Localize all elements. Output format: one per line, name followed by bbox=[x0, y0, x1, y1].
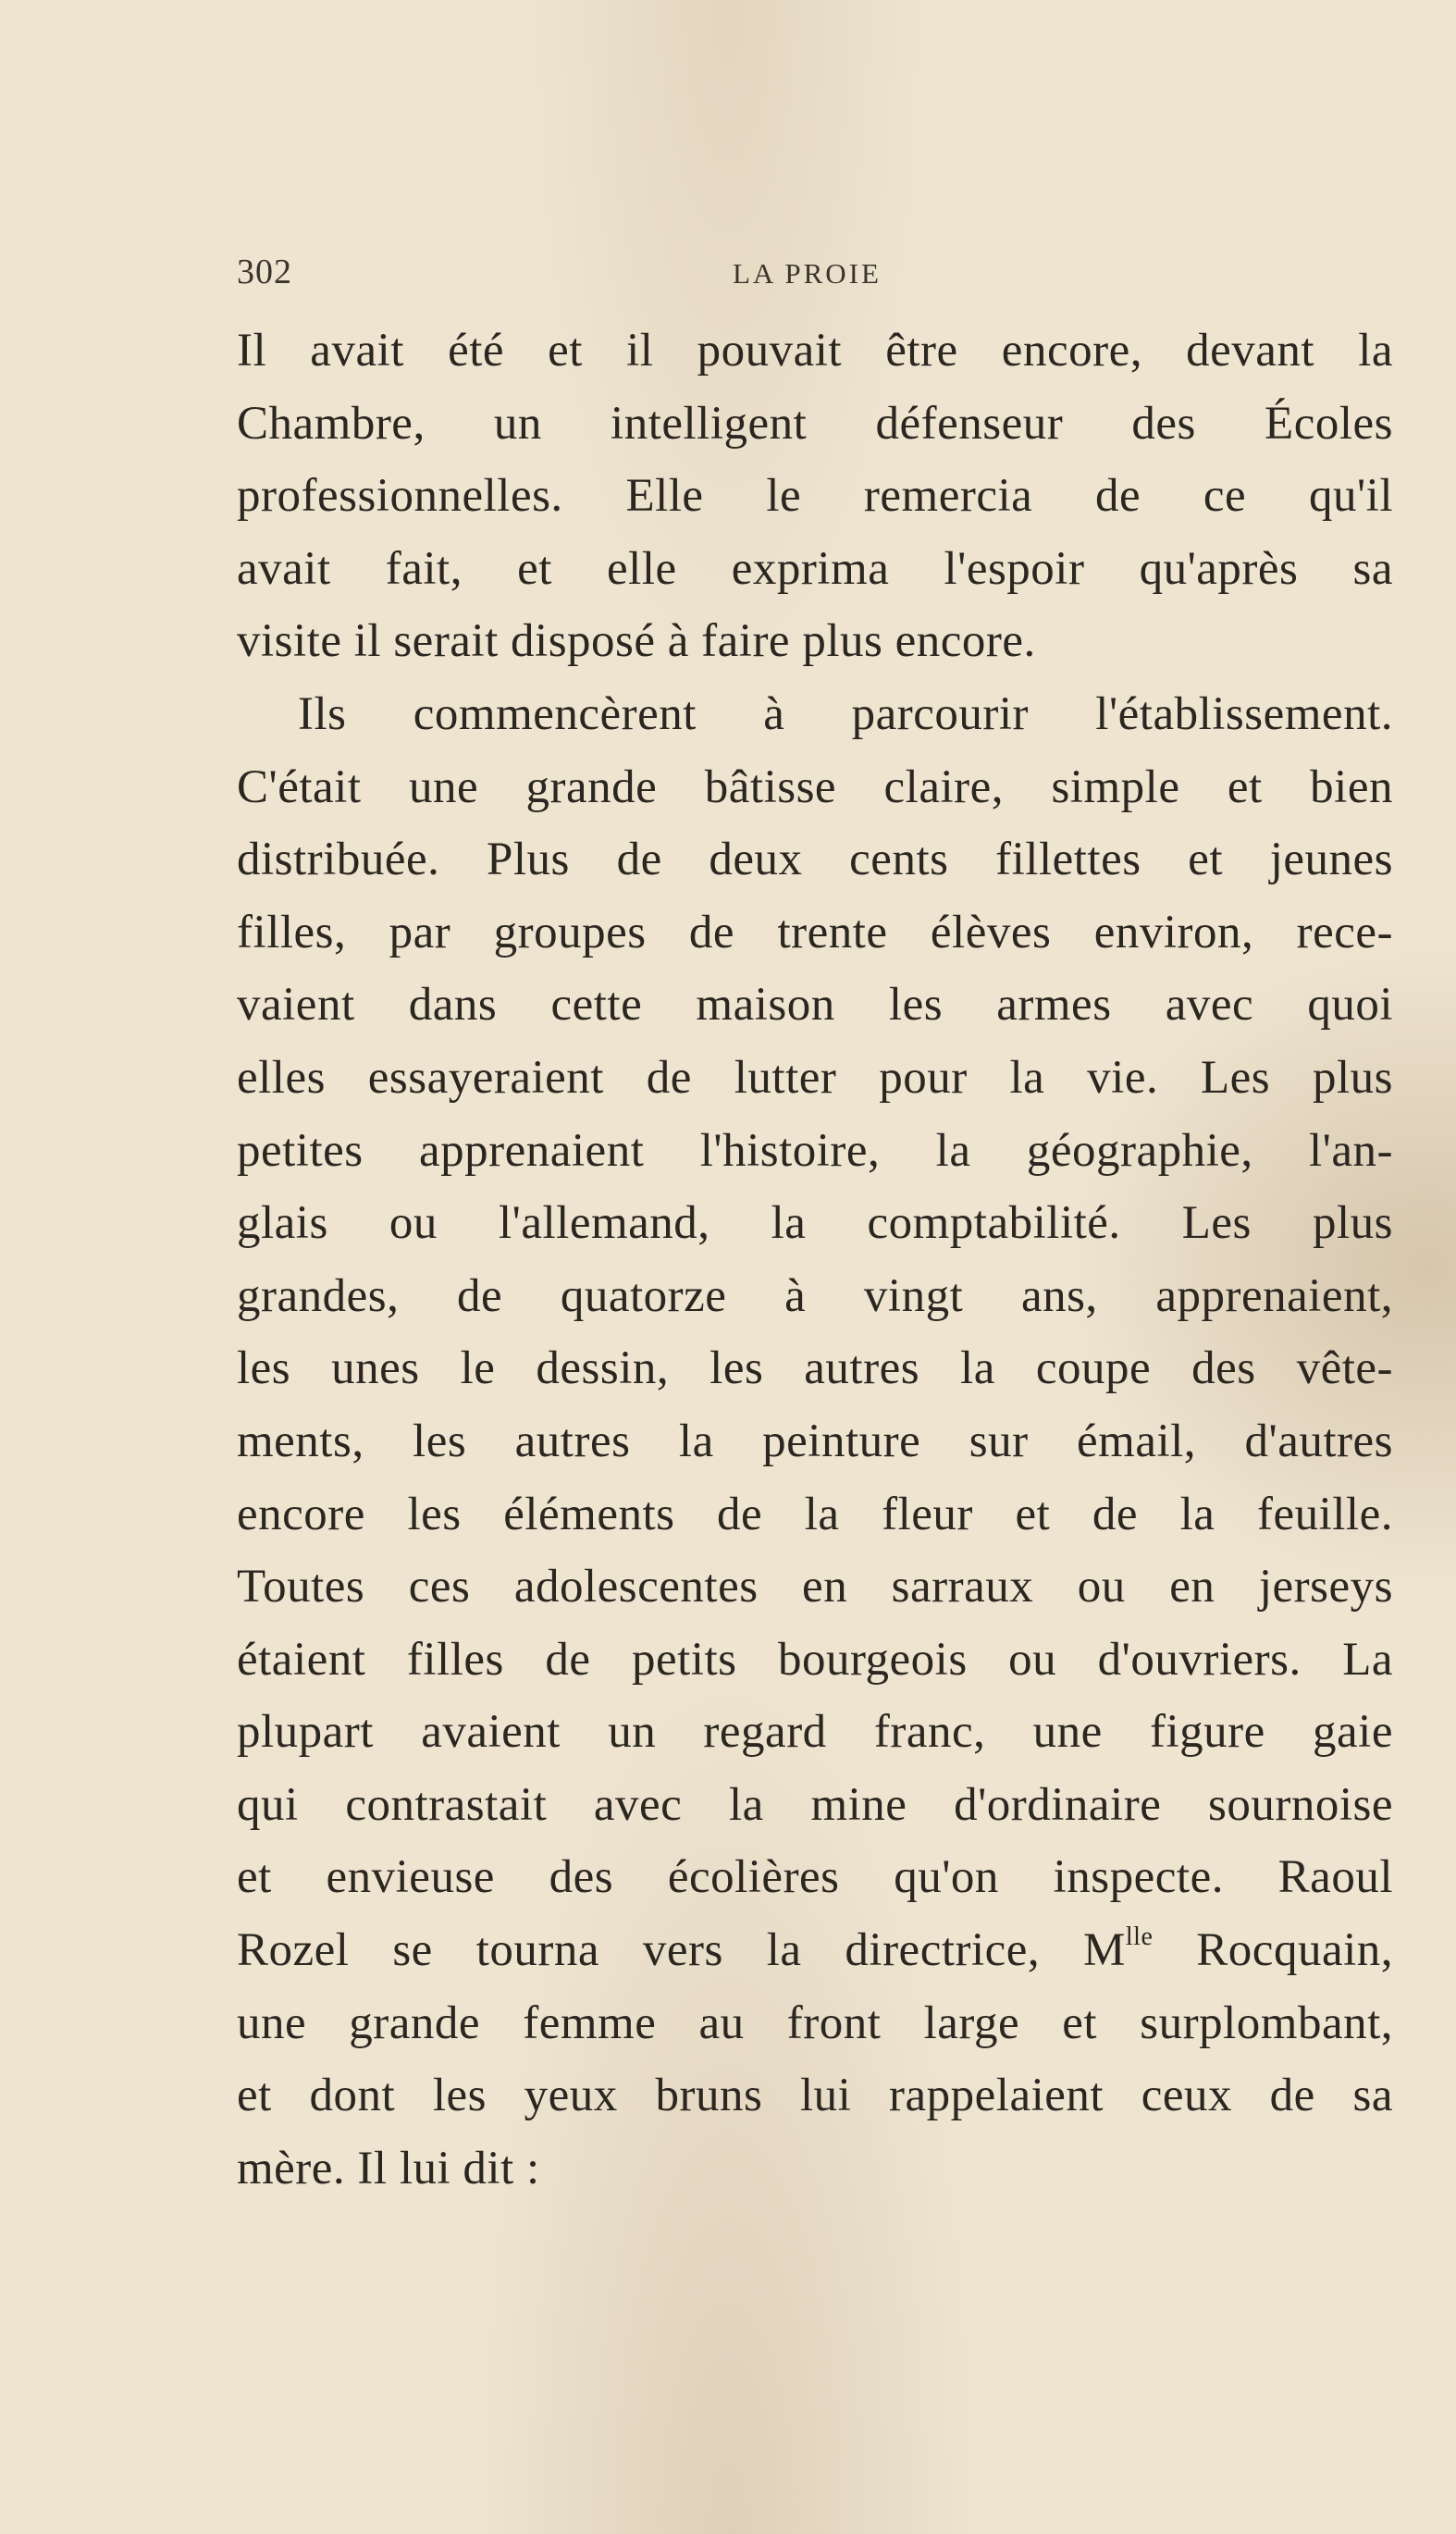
text-fragment: Rozel se tourna vers la directrice, M bbox=[237, 1924, 1126, 1977]
running-title: LA PROIE bbox=[733, 257, 882, 290]
text-line: vaient dans cette maison les armes avec quoi bbox=[237, 979, 1393, 1032]
text-line: petites apprenaient l'histoire, la géographie, l'an- bbox=[237, 1124, 1393, 1177]
text-line: filles, par groupes de trente élèves environ, rece- bbox=[237, 906, 1393, 958]
text-line: ments, les autres la peinture sur émail, d'autres bbox=[237, 1415, 1393, 1467]
text-line: elles essayeraient de lutter pour la vie. Les plus bbox=[237, 1051, 1393, 1104]
text-line: Il avait été et il pouvait être encore, devant la bbox=[237, 325, 1393, 377]
running-head bbox=[237, 252, 1393, 298]
text-line: glais ou l'allemand, la comptabilité. Les plus bbox=[237, 1197, 1393, 1250]
text-line: C'était une grande bâtisse claire, simple et bien bbox=[237, 760, 1393, 813]
text-line: qui contrastait avec la mine d'ordinaire sournoise bbox=[237, 1778, 1393, 1831]
text-line: professionnelles. Elle le remercia de ce qu'il bbox=[237, 470, 1393, 523]
text-line: visite il serait disposé à faire plus encore. bbox=[237, 615, 1036, 668]
text-line: avait fait, et elle exprima l'espoir qu'après sa bbox=[237, 542, 1393, 595]
text-line: Toutes ces adolescentes en sarraux ou en jerseys bbox=[237, 1561, 1393, 1613]
text-line: Ils commencèrent à parcourir l'établissement. bbox=[298, 687, 1393, 740]
text-fragment: Rocquain, bbox=[1153, 1924, 1393, 1977]
superscript-lle: lle bbox=[1125, 1922, 1154, 1952]
text-line: une grande femme au front large et surplombant, bbox=[237, 1996, 1393, 2049]
text-line: plupart avaient un regard franc, une figure gaie bbox=[237, 1706, 1393, 1759]
text-line: et envieuse des écolières qu'on inspecte. Raoul bbox=[237, 1851, 1393, 1904]
text-line: encore les éléments de la fleur et de la feuille. bbox=[237, 1488, 1393, 1540]
page-number: 302 bbox=[237, 253, 292, 291]
text-line: les unes le dessin, les autres la coupe des vête- bbox=[237, 1342, 1393, 1395]
text-line: distribuée. Plus de deux cents fillettes et jeunes bbox=[237, 834, 1393, 886]
text-line-mlle bbox=[237, 1914, 1393, 1987]
text-line: Chambre, un intelligent défenseur des Écoles bbox=[237, 397, 1393, 450]
body-text bbox=[237, 315, 1393, 2205]
text-line: et dont les yeux bruns lui rappelaient ceux de sa bbox=[237, 2070, 1393, 2122]
text-line: mère. Il lui dit : bbox=[237, 2142, 540, 2194]
text-line: étaient filles de petits bourgeois ou d'ouvriers. La bbox=[237, 1633, 1393, 1686]
text-line: grandes, de quatorze à vingt ans, apprenaient, bbox=[237, 1269, 1393, 1322]
